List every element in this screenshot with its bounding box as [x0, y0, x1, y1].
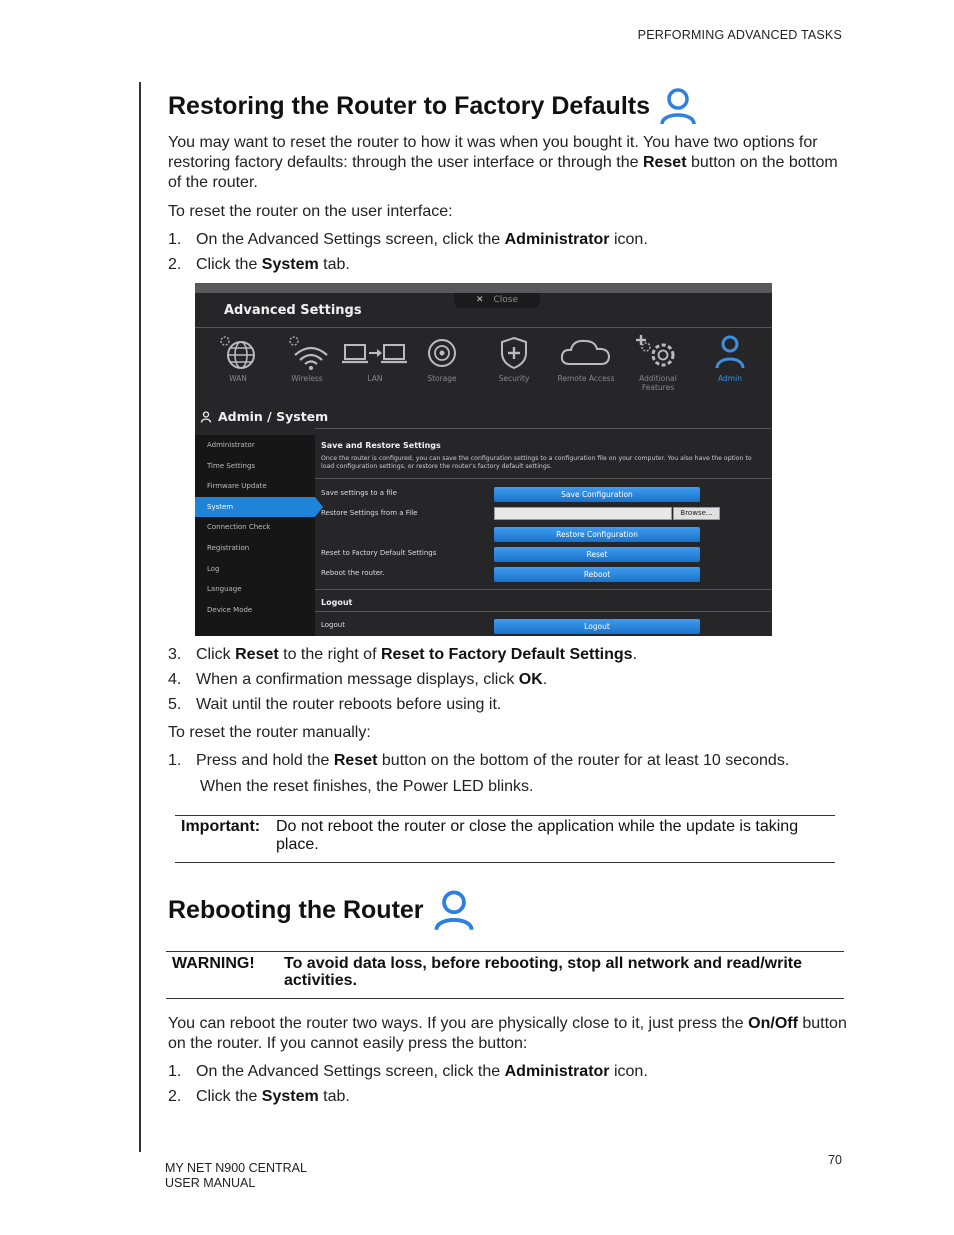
sidebar-item-time-settings[interactable]: Time Settings	[207, 461, 256, 470]
step-2: 2. Click the System tab.	[168, 256, 350, 273]
footer-manual-title	[165, 1161, 307, 1191]
warning-text: To avoid data loss, before rebooting, stop all network and read/write activities.	[284, 955, 803, 989]
screenshot-top-bar	[195, 283, 772, 293]
admin-sidebar	[195, 435, 315, 636]
nav-remote-access[interactable]	[550, 333, 622, 383]
section-heading-rebooting	[168, 888, 476, 932]
logout-button[interactable]: Logout	[494, 619, 700, 634]
nav-wireless[interactable]	[271, 333, 343, 383]
content-divider	[315, 478, 772, 479]
system-content	[315, 428, 772, 636]
manual-note: When the reset finishes, the Power LED blinks.	[200, 778, 534, 795]
nav-admin[interactable]	[694, 333, 766, 383]
reboot-step-2: 2. Click the System tab.	[168, 1088, 350, 1105]
sidebar-item-connection-check[interactable]: Connection Check	[207, 523, 271, 532]
nav-additional-features[interactable]	[622, 333, 694, 392]
gear-plus-icon	[633, 333, 683, 371]
browse-button[interactable]: Browse...	[673, 507, 720, 520]
factory-reset-label: Reset to Factory Default Settings	[321, 549, 437, 557]
step-3: 3. Click Reset to the right of Reset to Factory Default Settings.	[168, 646, 638, 663]
admin-person-icon	[658, 86, 698, 126]
step-4: 4. When a confirmation message displays, click OK.	[168, 671, 548, 688]
sidebar-item-device-mode[interactable]: Device Mode	[207, 605, 253, 614]
computers-link-icon	[341, 333, 409, 371]
shield-icon	[492, 333, 536, 371]
manual-step-1: 1. Press and hold the Reset button on the bottom of the router for at least 10 seconds.	[168, 752, 790, 769]
nav-storage[interactable]	[406, 333, 478, 383]
nav-label: Security	[498, 374, 530, 383]
screenshot-title: Advanced Settings	[224, 303, 362, 318]
logout-heading: Logout	[321, 598, 353, 607]
important-text: Do not reboot the router or close the application while the update is taking place.	[276, 818, 799, 853]
nav-label: Additional Features	[639, 374, 677, 392]
step-1: 1. On the Advanced Settings screen, click the Administrator icon.	[168, 231, 648, 248]
section-heading-factory-defaults	[168, 86, 698, 126]
nav-label: Wireless	[291, 374, 323, 383]
wifi-icon	[285, 333, 329, 371]
nav-lan[interactable]	[339, 333, 411, 383]
save-settings-label: Save settings to a file	[321, 489, 397, 497]
reboot-button[interactable]: Reboot	[494, 567, 700, 582]
nav-label: LAN	[367, 374, 383, 383]
running-header: PERFORMING ADVANCED TASKS	[637, 28, 842, 42]
admin-system-title	[200, 409, 328, 424]
nav-label: WAN	[229, 374, 247, 383]
warning-label: WARNING!	[172, 955, 255, 972]
screenshot-divider	[195, 327, 772, 328]
sidebar-item-administrator[interactable]: Administrator	[207, 441, 255, 449]
sidebar-item-language[interactable]: Language	[207, 585, 242, 594]
intro-paragraph: You may want to reset the router to how it was when you bought it. You have two options for restoring factory defaults: through the user interface or through the Reset button on the bottom of the router.	[168, 134, 838, 191]
restore-file-input[interactable]	[494, 507, 672, 520]
left-margin-rule	[139, 82, 141, 1152]
restore-configuration-button[interactable]: Restore Configuration	[494, 527, 700, 542]
restore-file-label: Restore Settings from a File	[321, 509, 418, 517]
content-divider	[315, 589, 772, 590]
admin-person-icon	[708, 333, 752, 371]
person-icon	[200, 411, 212, 423]
close-tab[interactable]	[454, 293, 540, 308]
content-divider	[315, 611, 772, 612]
reboot-intro-paragraph: You can reboot the router two ways. If you are physically close to it, just press the On/Off button on the router. If you cannot easily press the button:	[168, 1015, 847, 1052]
save-restore-description: Once the router is configured, you can save the configuration settings to a configuration file on your computer. You also have the option to load configuration settings, or restore the router's factory default settings.	[321, 455, 752, 470]
advanced-settings-screenshot	[195, 283, 772, 636]
important-label: Important:	[181, 818, 261, 835]
logout-label: Logout	[321, 621, 345, 629]
disc-icon	[420, 333, 464, 371]
nav-label: Storage	[427, 374, 457, 383]
heading-text: Restoring the Router to Factory Defaults	[168, 91, 650, 120]
nav-security[interactable]	[478, 333, 550, 383]
cloud-icon	[558, 333, 614, 371]
reboot-label: Reboot the router.	[321, 569, 385, 577]
nav-label: Remote Access	[557, 374, 615, 383]
page-number: 70	[828, 1153, 842, 1167]
close-icon: ✕	[475, 295, 484, 305]
reset-button[interactable]: Reset	[494, 547, 700, 562]
nav-wan[interactable]	[202, 333, 274, 383]
sidebar-item-system[interactable]: System	[195, 497, 315, 518]
footer-line-1: MY NET N900 CENTRAL	[165, 1161, 307, 1175]
sidebar-item-registration[interactable]: Registration	[207, 543, 250, 552]
footer-line-2: USER MANUAL	[165, 1176, 256, 1190]
sidebar-item-log[interactable]: Log	[207, 564, 220, 573]
important-note	[175, 815, 835, 863]
save-restore-heading: Save and Restore Settings	[321, 441, 441, 450]
sidebar-item-firmware-update[interactable]: Firmware Update	[207, 482, 267, 491]
ui-reset-lead: To reset the router on the user interface:	[168, 203, 453, 220]
save-configuration-button[interactable]: Save Configuration	[494, 487, 700, 502]
close-label: Close	[493, 295, 519, 305]
warning-note	[166, 951, 844, 999]
content-divider	[315, 428, 772, 429]
nav-label: Admin	[718, 374, 742, 383]
section-title-text: Admin / System	[218, 409, 329, 424]
admin-person-icon	[432, 888, 476, 932]
globe-icon	[216, 333, 260, 371]
step-5: 5. Wait until the router reboots before using it.	[168, 696, 502, 713]
reboot-step-1: 1. On the Advanced Settings screen, click the Administrator icon.	[168, 1063, 648, 1080]
settings-nav	[207, 333, 767, 393]
manual-reset-lead: To reset the router manually:	[168, 724, 371, 741]
heading-text: Rebooting the Router	[168, 895, 424, 924]
